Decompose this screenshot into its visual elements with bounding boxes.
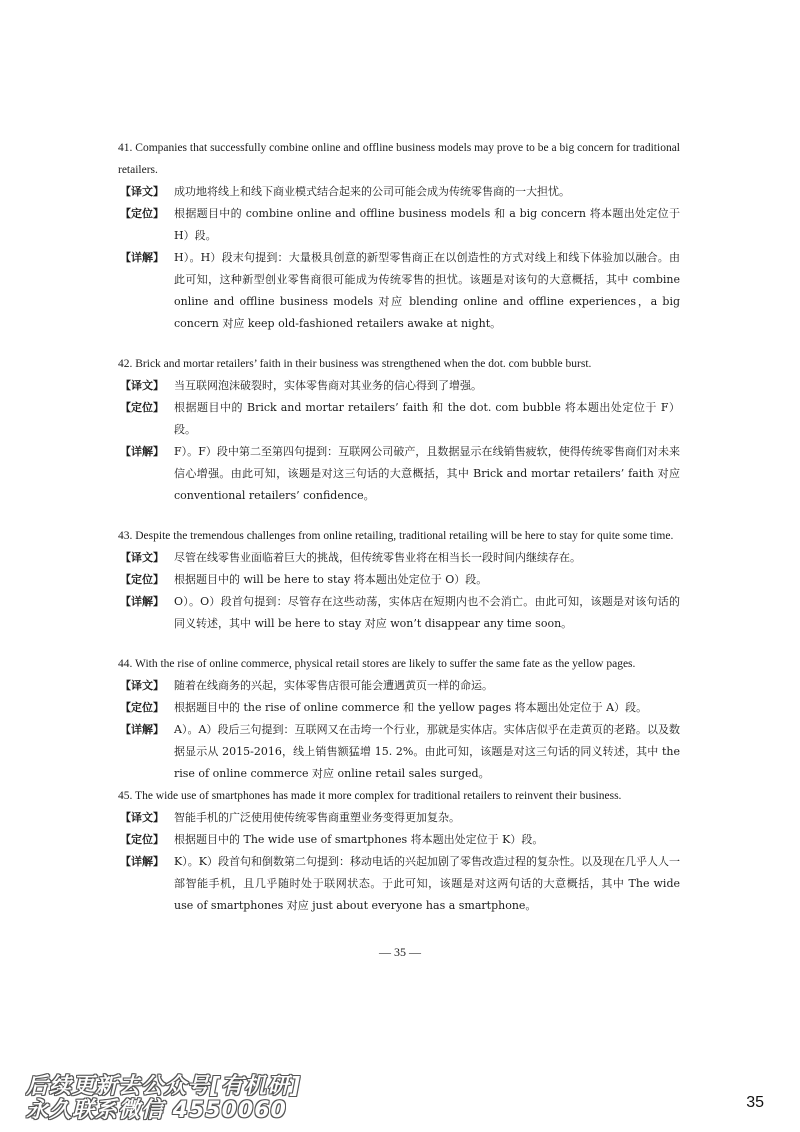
question-text: Brick and mortar retailers’ faith in their business was strengthened when the dot. com bubble burst. <box>135 358 592 370</box>
locate-text: 根据题目中的 The wide use of smartphones 将本题出处定位于 K）段。 <box>174 833 544 846</box>
locate-row <box>118 697 680 719</box>
detail-row <box>118 591 680 635</box>
translation-label: 【译文】 <box>120 679 164 692</box>
question-block-44 <box>118 653 680 785</box>
translation-text: 当互联网泡沫破裂时，实体零售商对其业务的信心得到了增强。 <box>174 379 482 392</box>
question-block-41 <box>118 137 680 335</box>
question-number: 41. <box>118 142 133 154</box>
locate-row <box>118 829 680 851</box>
question-statement <box>118 525 680 547</box>
detail-label: 【详解】 <box>120 445 164 458</box>
question-block-42 <box>118 353 680 507</box>
detail-row <box>118 851 680 917</box>
translation-row <box>118 375 680 397</box>
detail-row <box>118 441 680 507</box>
detail-label: 【详解】 <box>120 855 164 868</box>
translation-label: 【译文】 <box>120 811 164 824</box>
watermark-line-1: 后续更新去公众号[有机研] <box>26 1074 302 1099</box>
translation-row <box>118 181 680 203</box>
watermark <box>26 1075 301 1123</box>
locate-text: 根据题目中的 will be here to stay 将本题出处定位于 O）段。 <box>174 573 488 586</box>
watermark-line-2: 永久联系微信 4550060 <box>26 1098 287 1123</box>
locate-text: 根据题目中的 combine online and offline business models 和 a big concern 将本题出处定位于 H）段。 <box>174 207 680 242</box>
locate-text: 根据题目中的 the rise of online commerce 和 the yellow pages 将本题出处定位于 A）段。 <box>174 701 648 714</box>
question-block-43 <box>118 525 680 635</box>
question-statement <box>118 785 680 807</box>
translation-row <box>118 807 680 829</box>
detail-label: 【详解】 <box>120 251 164 264</box>
locate-label: 【定位】 <box>120 701 164 714</box>
translation-row <box>118 675 680 697</box>
question-block-45 <box>118 785 680 917</box>
translation-text: 尽管在线零售业面临着巨大的挑战，但传统零售业将在相当长一段时间内继续存在。 <box>174 551 581 564</box>
detail-label: 【详解】 <box>120 723 164 736</box>
question-number: 45. <box>118 790 133 802</box>
translation-text: 成功地将线上和线下商业模式结合起来的公司可能会成为传统零售商的一大担忧。 <box>174 185 570 198</box>
locate-label: 【定位】 <box>120 401 164 414</box>
locate-label: 【定位】 <box>120 833 164 846</box>
question-text: Despite the tremendous challenges from online retailing, traditional retailing will be here to stay for quite some time. <box>135 530 674 542</box>
translation-label: 【译文】 <box>120 551 164 564</box>
detail-label: 【详解】 <box>120 595 164 608</box>
answer-explanations <box>118 137 680 917</box>
locate-label: 【定位】 <box>120 207 164 220</box>
translation-row <box>118 547 680 569</box>
question-statement <box>118 353 680 375</box>
corner-page-number: 35 <box>746 1094 764 1111</box>
question-text: Companies that successfully combine online and offline business models may prove to be a big concern for traditional retailers. <box>118 142 681 176</box>
translation-text: 智能手机的广泛使用使传统零售商重塑业务变得更加复杂。 <box>174 811 460 824</box>
question-statement <box>118 137 680 181</box>
locate-row <box>118 569 680 591</box>
detail-text: A）。A）段后三句提到：互联网又在击垮一个行业，那就是实体店。实体店似乎在走黄页的老路。以及数据显示从 2015-2016，线上销售额猛增 15. 2%。由此可知，该题是对这三句话的同义转述，其中 the rise of online commerce 对应 online retail sales surged。 <box>174 723 680 780</box>
detail-text: H）。H）段末句提到：大量极具创意的新型零售商正在以创造性的方式对线上和线下体验加以融合。由此可知，这种新型创业零售商很可能成为传统零售的担忧。该题是对该句的大意概括，其中 combine online and offline business models 对应 blending online and offline experiences，a big concern 对应 keep old-fashioned retailers awake at night。 <box>174 251 680 330</box>
question-number: 42. <box>118 358 133 370</box>
locate-text: 根据题目中的 Brick and mortar retailers’ faith 和 the dot. com bubble 将本题出处定位于 F）段。 <box>174 401 680 436</box>
locate-row <box>118 397 680 441</box>
locate-label: 【定位】 <box>120 573 164 586</box>
question-number: 43. <box>118 530 133 542</box>
detail-text: K）。K）段首句和倒数第二句提到：移动电话的兴起加剧了零售改造过程的复杂性。以及现在几乎人人一部智能手机，且几乎随时处于联网状态。于此可知，该题是对这两句话的大意概括，其中 The wide use of smartphones 对应 just about everyone has a smartphone。 <box>174 855 680 912</box>
translation-label: 【译文】 <box>120 185 164 198</box>
question-text: The wide use of smartphones has made it more complex for traditional retailers to reinvent their business. <box>135 790 622 802</box>
translation-text: 随着在线商务的兴起，实体零售店很可能会遭遇黄页一样的命运。 <box>174 679 493 692</box>
page-number-marker: — 35 — <box>379 945 421 959</box>
translation-label: 【译文】 <box>120 379 164 392</box>
question-statement <box>118 653 680 675</box>
question-text: With the rise of online commerce, physical retail stores are likely to suffer the same fate as the yellow pages. <box>135 658 636 670</box>
locate-row <box>118 203 680 247</box>
detail-row <box>118 247 680 335</box>
detail-row <box>118 719 680 785</box>
detail-text: F）。F）段中第二至第四句提到：互联网公司破产，且数据显示在线销售疲软，使得传统零售商们对未来信心增强。由此可知，该题是对这三句话的大意概括，其中 Brick and mortar retailers’ faith 对应 conventional retailers’ confidence。 <box>174 445 680 502</box>
question-number: 44. <box>118 658 133 670</box>
detail-text: O）。O）段首句提到：尽管存在这些动荡，实体店在短期内也不会消亡。由此可知，该题是对该句话的同义转述，其中 will be here to stay 对应 won’t disappear any time soon。 <box>174 595 680 630</box>
